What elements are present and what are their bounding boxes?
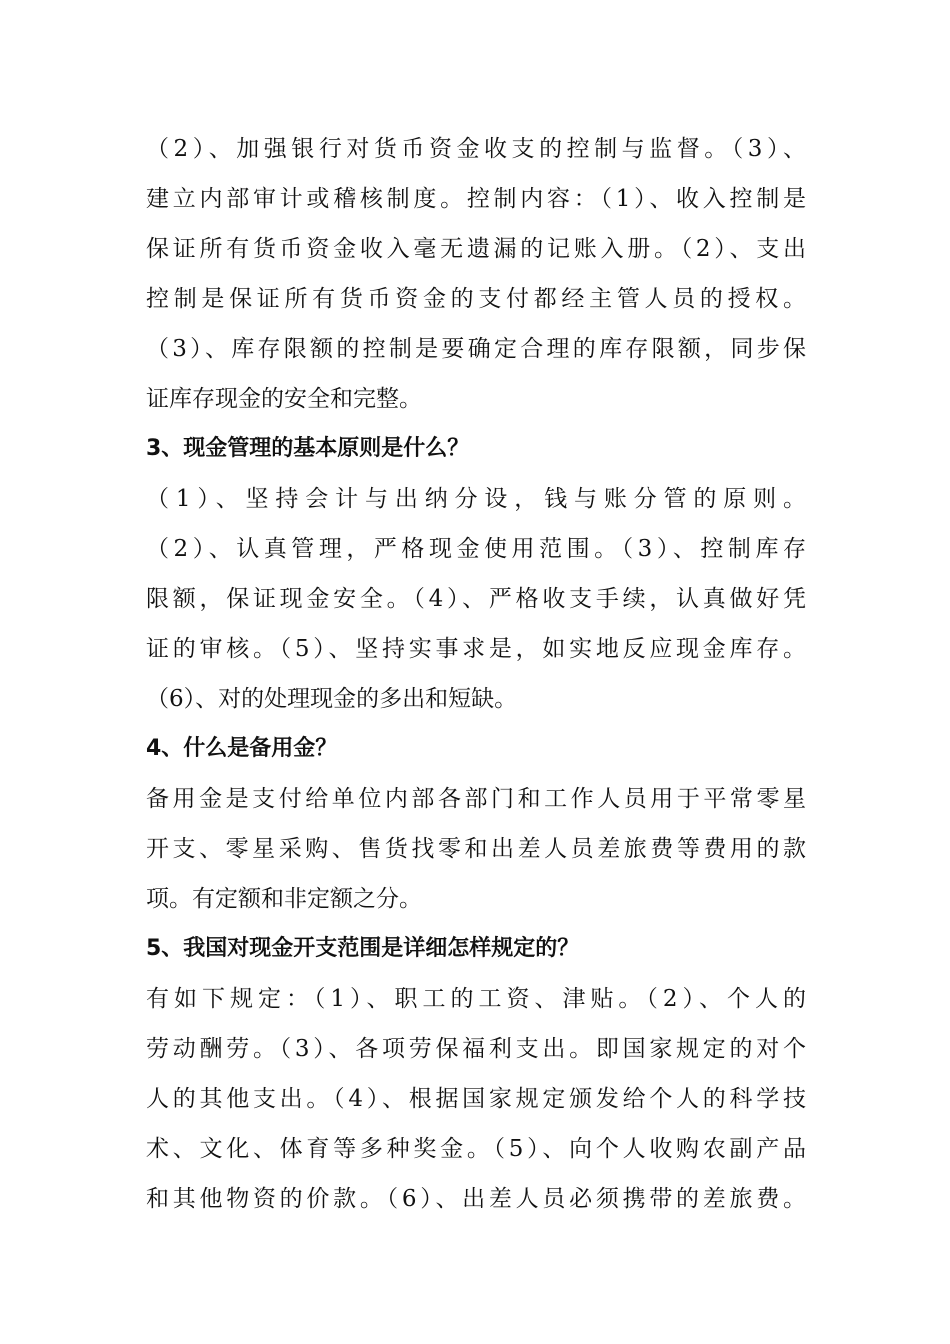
paragraph-line: 限额，保证现金安全。（4）、严格收支手续，认真做好凭 [146,586,806,612]
paragraph-line: 术、文化、体育等多种奖金。（5）、向个人收购农副产品 [146,1136,806,1162]
paragraph-line: 开支、零星采购、售货找零和出差人员差旅费等费用的款 [146,836,806,862]
paragraph-line: 建立内部审计或稽核制度。控制内容：（1）、收入控制是 [146,186,806,212]
paragraph-line: （2）、加强银行对货币资金收支的控制与监督。（3）、 [146,136,806,162]
paragraph-line: （6）、对的处理现金的多出和短缺。 [146,686,518,712]
paragraph-line: 劳动酬劳。（3）、各项劳保福利支出。即国家规定的对个 [146,1036,806,1062]
paragraph-line: 证库存现金的安全和完整。 [146,386,422,412]
section-heading-4: 4、什么是备用金？ [146,736,338,761]
paragraph-line: （3）、库存限额的控制是要确定合理的库存限额，同步保 [146,336,806,362]
paragraph-line: 备用金是支付给单位内部各部门和工作人员用于平常零星 [146,786,806,812]
paragraph-line: 和其他物资的价款。（6）、出差人员必须携带的差旅费。 [146,1186,806,1212]
paragraph-line: 有如下规定：（1）、职工的工资、津贴。（2）、个人的 [146,986,806,1012]
paragraph-line: 项。有定额和非定额之分。 [146,886,422,912]
paragraph-line: 人的其他支出。（4）、根据国家规定颁发给个人的科学技 [146,1086,806,1112]
paragraph-line: （2）、认真管理，严格现金使用范围。（3）、控制库存 [146,536,806,562]
paragraph-line: （1）、坚持会计与出纳分设，钱与账分管的原则。 [146,486,806,512]
section-heading-3: 3、现金管理的基本原则是什么？ [146,436,470,461]
paragraph-line: 控制是保证所有货币资金的支付都经主管人员的授权。 [146,286,806,312]
section-heading-5: 5、我国对现金开支范围是详细怎样规定的？ [146,936,580,961]
paragraph-line: 证的审核。（5）、坚持实事求是，如实地反应现金库存。 [146,636,806,662]
paragraph-line: 保证所有货币资金收入毫无遗漏的记账入册。（2）、支出 [146,236,806,262]
